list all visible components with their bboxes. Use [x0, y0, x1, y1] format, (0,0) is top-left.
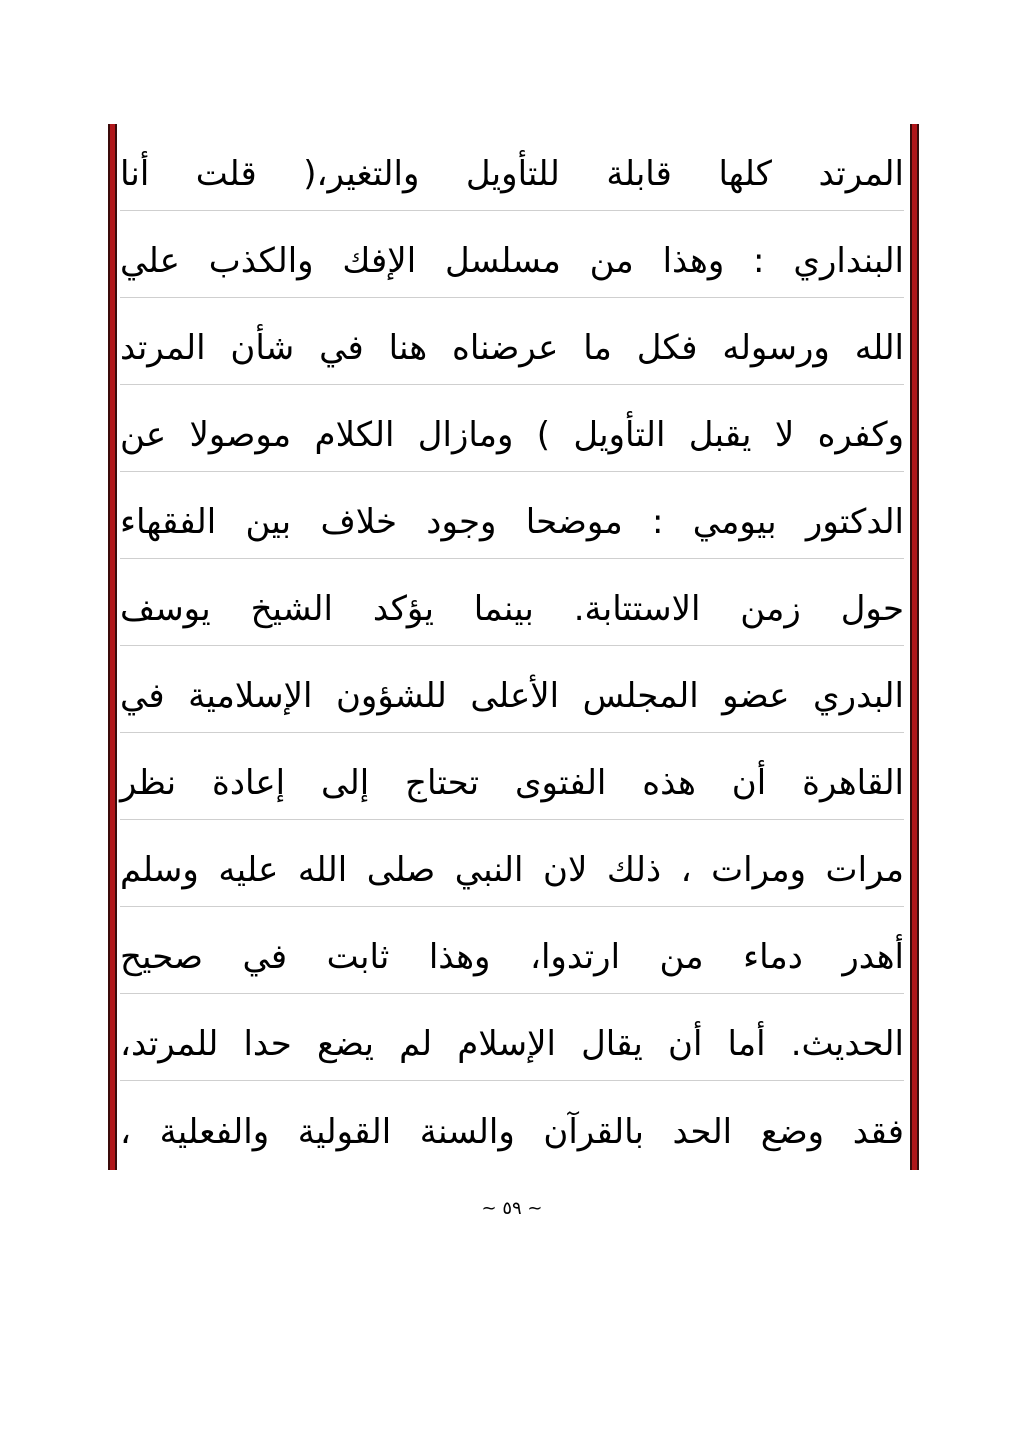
page-border-right: [910, 124, 919, 1170]
text-line-content: الدكتور بيومي : موضحا وجود خلاف بين الفقهاء: [120, 502, 904, 542]
text-line-content: البنداري : وهذا من مسلسل الإفك والكذب علي: [120, 241, 904, 281]
text-line-content: وكفره لا يقبل التأويل ) ومازال الكلام موصولا عن: [120, 415, 904, 455]
page-number: ~ ٥٩ ~: [481, 1198, 543, 1219]
text-line-content: البدري عضو المجلس الأعلى للشؤون الإسلامية في: [120, 676, 904, 716]
page-border-left: [108, 124, 117, 1170]
text-line-content: الحديث. أما أن يقال الإسلام لم يضع حدا للمرتد،: [120, 1024, 904, 1064]
text-line-content: الله ورسوله فكل ما عرضناه هنا في شأن المرتد: [120, 328, 904, 368]
text-line-content: حول زمن الاستتابة. بينما يؤكد الشيخ يوسف: [120, 589, 904, 629]
text-line-content: القاهرة أن هذه الفتوى تحتاج إلى إعادة نظر: [120, 763, 904, 803]
page-body-tail: [120, 124, 904, 1170]
text-line-content: فقد وضع الحد بالقرآن والسنة القولية والفعلية ،: [120, 1112, 904, 1152]
text-line-content: المرتد كلها قابلة للتأويل والتغير،( قلت أنا: [120, 154, 904, 194]
text-line-content: مرات ومرات ، ذلك لان النبي صلى الله عليه وسلم: [120, 850, 904, 890]
text-line-content: أهدر دماء من ارتدوا، وهذا ثابت في صحيح: [120, 937, 904, 977]
